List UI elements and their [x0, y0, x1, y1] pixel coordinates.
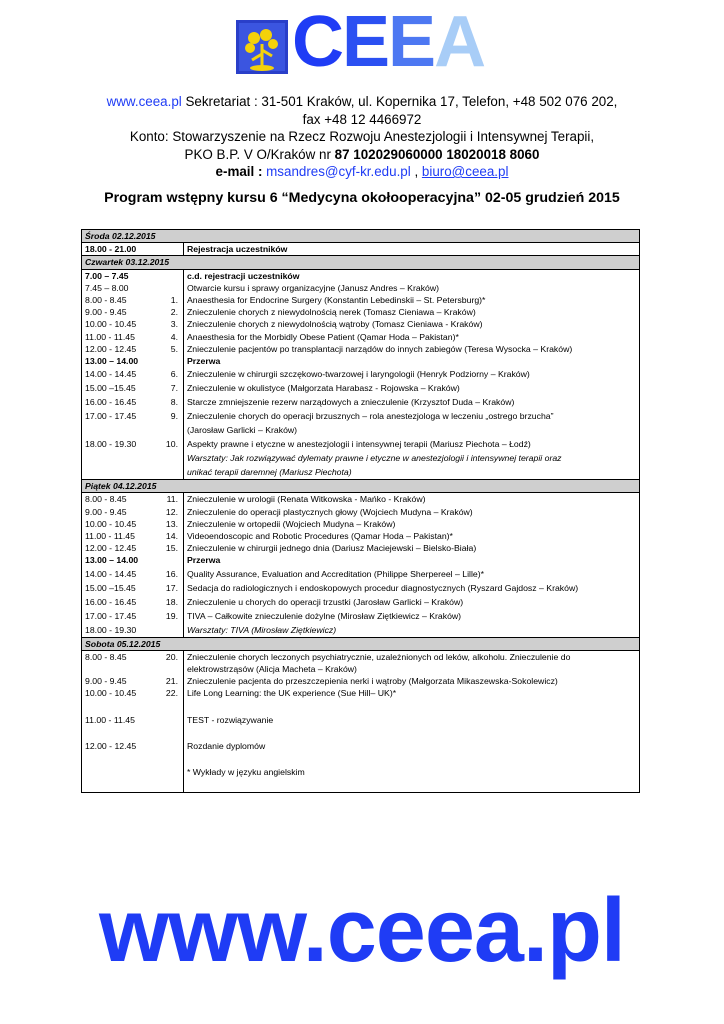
session-number: 8. — [170, 397, 178, 408]
schedule-table — [81, 229, 640, 793]
session-time: 14.00 - 14.45 — [82, 567, 154, 581]
session-time: 13.00 – 14.00 — [82, 355, 154, 367]
session-time — [82, 752, 154, 766]
session-number: 20. — [165, 651, 178, 662]
schedule-row — [82, 554, 640, 566]
session-number: 10. — [165, 439, 178, 450]
session-number — [154, 766, 184, 778]
session-time: 10.00 - 10.45 — [82, 687, 154, 699]
session-number: 6. — [170, 369, 178, 380]
session-time — [82, 465, 154, 480]
session-number: 16. — [165, 568, 178, 579]
session-time: 9.00 - 9.45 — [82, 675, 154, 687]
session-time: 16.00 - 16.45 — [82, 595, 154, 609]
contact-header: www.ceea.pl Sekretariat : 31-501 Kraków, ul. Kopernika 17, Telefon, +48 502 076 202, fax +48 12 4466972 Konto: Stowarzyszenie na Rzecz Rozwoju Anestezjologii i Intensywnej Terapii, PKO B.P. V O/Kraków nr 87 102029060000 18020018 8060 e-mail : msandres@cyf-kr.edu.pl , biuro@ceea.pl — [60, 93, 664, 181]
schedule-row — [82, 766, 640, 778]
day-label: Piątek 04.12.2015 — [82, 480, 640, 493]
session-time: 10.00 - 10.45 — [82, 518, 154, 530]
schedule-row — [82, 752, 640, 766]
session-time: 8.00 - 8.45 — [82, 493, 154, 506]
email-link-2[interactable]: biuro@ceea.pl — [421, 164, 509, 179]
session-time — [82, 778, 154, 792]
session-description: Otwarcie kursu i sprawy organizacyjne (Janusz Andres – Kraków) — [184, 282, 640, 294]
schedule-row — [82, 675, 640, 687]
session-number: 4. — [170, 331, 178, 342]
schedule-row — [82, 395, 640, 409]
schedule-row — [82, 530, 640, 542]
schedule-row — [82, 282, 640, 294]
schedule-row — [82, 609, 640, 623]
session-time: 18.00 - 19.30 — [82, 437, 154, 451]
session-time: 12.00 - 12.45 — [82, 542, 154, 554]
schedule-row — [82, 409, 640, 423]
session-description — [184, 752, 640, 766]
session-description: Starcze zmniejszenie rezerw narządowych a znieczulenie (Krzysztof Duda – Kraków) — [184, 395, 640, 409]
session-number: 14. — [165, 531, 178, 542]
session-time: 9.00 - 9.45 — [82, 506, 154, 518]
session-number: 12. — [165, 506, 178, 517]
ceea-logo — [236, 2, 496, 82]
session-description: Znieczulenie u chorych do operacji trzustki (Jarosław Garlicki – Kraków) — [184, 595, 640, 609]
session-description: Znieczulenie pacjenta do przeszczepienia nerki i wątroby (Małgorzata Mikaszewska-Sokolewicz) — [184, 675, 640, 687]
session-description: Anaesthesia for Endocrine Surgery (Konstantin Lebedinskii – St. Petersburg)* — [184, 294, 640, 306]
session-time: 12.00 - 12.45 — [82, 740, 154, 752]
session-description: unikać terapii daremnej (Mariusz Piechota) — [184, 465, 640, 480]
schedule-row — [82, 306, 640, 318]
session-time: 17.00 - 17.45 — [82, 609, 154, 623]
session-number — [154, 243, 184, 256]
session-number: 2. — [170, 307, 178, 318]
session-number: 7. — [170, 383, 178, 394]
day-header — [82, 637, 640, 650]
session-number — [154, 269, 184, 282]
session-description: Przerwa — [184, 355, 640, 367]
day-label: Czwartek 03.12.2015 — [82, 256, 640, 269]
session-number: 13. — [165, 518, 178, 529]
schedule-row — [82, 714, 640, 726]
schedule-row — [82, 518, 640, 530]
schedule-row — [82, 740, 640, 752]
session-number — [154, 714, 184, 726]
schedule-row — [82, 294, 640, 306]
session-time: 16.00 - 16.45 — [82, 395, 154, 409]
schedule-row — [82, 700, 640, 714]
day-header — [82, 230, 640, 243]
session-description: Sedacja do radiologicznych i endoskopowych procedur diagnostycznych (Ryszard Gajdosz – Kraków) — [184, 581, 640, 595]
session-time: 7.00 – 7.45 — [82, 269, 154, 282]
session-description: Znieczulenie pacjentów po transplantacji narządów do innych zabiegów (Teresa Wysocka – Kraków) — [184, 343, 640, 355]
session-description: Znieczulenie chorych z niewydolnością nerek (Tomasz Cieniawa – Kraków) — [184, 306, 640, 318]
session-description: Aspekty prawne i etyczne w anestezjologii i intensywnej terapii (Mariusz Piechota – Łodź) — [184, 437, 640, 451]
bank-line: PKO B.P. V O/Kraków nr 87 102029060000 18020018 8060 — [184, 146, 540, 162]
schedule-row — [82, 243, 640, 256]
logo-wordmark: CEEA — [292, 2, 485, 82]
session-description: Znieczulenie chorych leczonych psychiatrycznie, uzależnionych od leków, alkoholu. Znieczulenie do — [184, 650, 640, 663]
session-description: Przerwa — [184, 554, 640, 566]
session-number — [154, 554, 184, 566]
footer-website: www.ceea.pl — [99, 881, 625, 981]
session-time: 18.00 - 19.30 — [82, 623, 154, 638]
session-description — [184, 700, 640, 714]
session-description — [184, 778, 640, 792]
schedule-row — [82, 367, 640, 381]
schedule-row — [82, 465, 640, 480]
session-number — [154, 423, 184, 437]
website-link[interactable]: www.ceea.pl — [106, 94, 182, 109]
email-line: e-mail : msandres@cyf-kr.edu.pl , biuro@ceea.pl — [215, 164, 509, 179]
session-number — [154, 700, 184, 714]
session-number: 17. — [165, 582, 178, 593]
session-description: * Wykłady w języku angielskim — [184, 766, 640, 778]
day-header — [82, 480, 640, 493]
session-time: 13.00 – 14.00 — [82, 554, 154, 566]
schedule-row — [82, 355, 640, 367]
session-time: 15.00 –15.45 — [82, 381, 154, 395]
schedule-row — [82, 687, 640, 699]
schedule-row — [82, 726, 640, 740]
schedule-row — [82, 506, 640, 518]
session-description: Life Long Learning: the UK experience (Sue Hill– UK)* — [184, 687, 640, 699]
session-description: Znieczulenie chorych do operacji brzusznych – rola anestezjologa w leczeniu „ostrego brzucha” — [184, 409, 640, 423]
schedule-row — [82, 381, 640, 395]
schedule-row — [82, 318, 640, 330]
schedule-row — [82, 269, 640, 282]
session-description: Znieczulenie w ortopedii (Wojciech Mudyna – Kraków) — [184, 518, 640, 530]
schedule-row — [82, 581, 640, 595]
session-number: 5. — [170, 343, 178, 354]
session-time — [82, 726, 154, 740]
session-time: 8.00 - 8.45 — [82, 650, 154, 663]
session-number — [154, 451, 184, 465]
schedule-row — [82, 423, 640, 437]
session-description: Quality Assurance, Evaluation and Accreditation (Philippe Sherpereel – Lille)* — [184, 567, 640, 581]
session-number: 9. — [170, 411, 178, 422]
day-label: Sobota 05.12.2015 — [82, 637, 640, 650]
schedule-row — [82, 623, 640, 638]
session-number: 21. — [165, 676, 178, 687]
session-description: Rejestracja uczestników — [184, 243, 640, 256]
session-number: 18. — [165, 596, 178, 607]
page-title: Program wstępny kursu 6 “Medycyna okołooperacyjna” 02-05 grudzień 2015 — [104, 190, 620, 206]
session-number: 11. — [166, 494, 178, 505]
session-description: Znieczulenie w urologii (Renata Witkowska - Mańko - Kraków) — [184, 493, 640, 506]
session-time: 10.00 - 10.45 — [82, 318, 154, 330]
account-line: Konto: Stowarzyszenie na Rzecz Rozwoju Anestezjologii i Intensywnej Terapii, — [129, 129, 595, 144]
session-number — [154, 623, 184, 638]
session-time: 11.00 - 11.45 — [82, 714, 154, 726]
session-number — [154, 726, 184, 740]
session-number — [154, 752, 184, 766]
day-header — [82, 256, 640, 269]
session-number: 3. — [170, 319, 178, 330]
schedule-row — [82, 493, 640, 506]
schedule-row — [82, 567, 640, 581]
email-link-1[interactable]: msandres@cyf-kr.edu.pl — [266, 164, 411, 179]
session-time: 15.00 –15.45 — [82, 581, 154, 595]
session-time — [82, 423, 154, 437]
session-description: (Jarosław Garlicki – Kraków) — [184, 423, 640, 437]
session-description: Znieczulenie w chirurgii szczękowo-twarzowej i laryngologii (Henryk Podziorny – Kraków) — [184, 367, 640, 381]
session-number: 19. — [165, 610, 178, 621]
schedule-row — [82, 778, 640, 792]
session-description: Znieczulenie chorych z niewydolnością wątroby (Tomasz Cieniawa - Kraków) — [184, 318, 640, 330]
session-number — [154, 282, 184, 294]
session-time — [82, 700, 154, 714]
schedule-row — [82, 437, 640, 451]
session-number — [154, 465, 184, 480]
session-number — [154, 740, 184, 752]
session-description: Warsztaty: TIVA (Mirosław Ziętkiewicz) — [184, 623, 640, 638]
fax-line: fax +48 12 4466972 — [302, 111, 422, 127]
session-time — [82, 451, 154, 465]
session-number: 22. — [165, 688, 178, 699]
schedule-row — [82, 343, 640, 355]
session-description — [184, 726, 640, 740]
session-description: TIVA – Całkowite znieczulenie dożylne (Mirosław Ziętkiewicz – Kraków) — [184, 609, 640, 623]
schedule-row — [82, 542, 640, 554]
session-description: c.d. rejestracji uczestników — [184, 269, 640, 282]
flower-emblem-icon — [236, 20, 288, 74]
session-description: elektrowstrząsów (Alicja Macheta – Kraków) — [184, 663, 640, 675]
session-time: 12.00 - 12.45 — [82, 343, 154, 355]
session-description: Znieczulenie do operacji plastycznych głowy (Wojciech Mudyna – Kraków) — [184, 506, 640, 518]
session-description: Rozdanie dyplomów — [184, 740, 640, 752]
session-time: 14.00 - 14.45 — [82, 367, 154, 381]
session-description: Znieczulenie w chirurgii jednego dnia (Dariusz Maciejewski – Bielsko-Biała) — [184, 542, 640, 554]
session-time — [82, 663, 154, 675]
session-time: 17.00 - 17.45 — [82, 409, 154, 423]
schedule-row — [82, 650, 640, 663]
session-description: Anaesthesia for the Morbidly Obese Patient (Qamar Hoda – Pakistan)* — [184, 331, 640, 343]
schedule-row — [82, 451, 640, 465]
session-time — [82, 766, 154, 778]
session-time: 8.00 - 8.45 — [82, 294, 154, 306]
session-description: Videoendoscopic and Robotic Procedures (Qamar Hoda – Pakistan)* — [184, 530, 640, 542]
schedule-row — [82, 595, 640, 609]
session-number — [154, 778, 184, 792]
day-label: Środa 02.12.2015 — [82, 230, 640, 243]
session-number — [154, 355, 184, 367]
schedule-row — [82, 331, 640, 343]
session-time: 11.00 - 11.45 — [82, 530, 154, 542]
session-time: 9.00 - 9.45 — [82, 306, 154, 318]
session-description: TEST - rozwiązywanie — [184, 714, 640, 726]
session-time: 11.00 - 11.45 — [82, 331, 154, 343]
session-number: 15. — [165, 543, 178, 554]
session-time: 7.45 – 8.00 — [82, 282, 154, 294]
session-time: 18.00 - 21.00 — [82, 243, 154, 256]
session-number — [154, 663, 184, 675]
session-description: Znieczulenie w okulistyce (Małgorzata Harabasz - Rojowska – Kraków) — [184, 381, 640, 395]
session-number: 1. — [170, 295, 178, 306]
session-description: Warsztaty: Jak rozwiązywać dylematy prawne i etyczne w anestezjologii i intensywnej terapii oraz — [184, 451, 640, 465]
schedule-row — [82, 663, 640, 675]
